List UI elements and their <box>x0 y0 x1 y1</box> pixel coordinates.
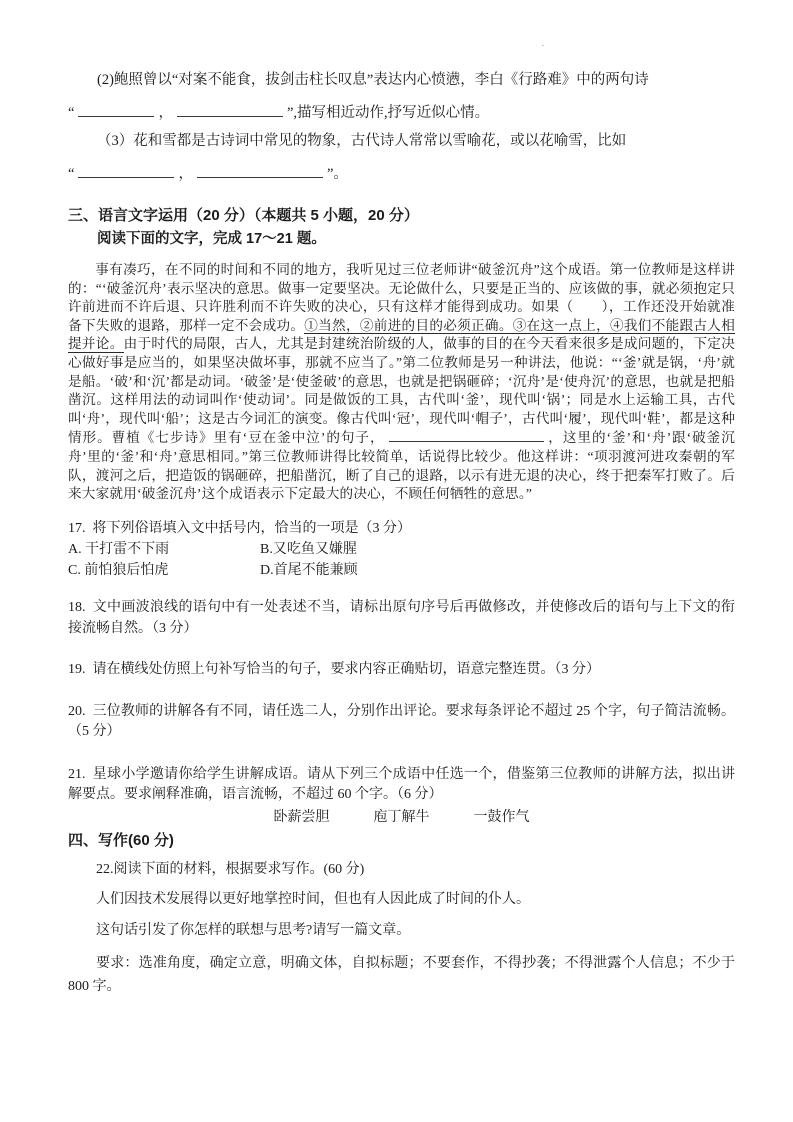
question-17-text: 将下列俗语填入文中括号内，恰当的一项是（3 分） <box>92 520 411 536</box>
option-c: C. 前怕狼后怕虎 <box>68 562 169 578</box>
corner-dot: · <box>541 40 545 52</box>
question-21 <box>68 765 735 806</box>
question-19 <box>68 660 735 681</box>
question-19-text: 请在横线处仿照上句补写恰当的句子，要求内容正确贴切，语意完整连贯。（3 分） <box>92 662 600 678</box>
idiom-2: 庖丁解牛 <box>373 809 430 825</box>
reading-passage <box>68 261 735 504</box>
essay-material: 人们因技术发展得以更好地掌控时间，但也有人因此成了时间的仆人。 <box>96 891 530 907</box>
answer-blank-3 <box>78 164 174 178</box>
question-18-number: 18. <box>68 600 86 616</box>
open-quote: “ <box>68 166 75 182</box>
fill-item-2-blanks <box>68 101 735 122</box>
open-quote: “ <box>68 105 75 121</box>
blank-comma: ， <box>178 166 193 182</box>
idiom-choices <box>68 807 735 828</box>
idiom-3: 一鼓作气 <box>473 809 530 825</box>
passage-seg-3: ，这里的‘釜’和‘舟’跟‘破釜沉舟’里的‘釜’和‘舟’意思相同。”第三位教师讲得比较简单，话说得比较少。他这样讲：“项羽渡河进攻秦朝的军队，渡河之后，把造饭的锅砸碎，把船凿沉，断了自己的退路，以示有进无退的决心，终于把秦军打败了。后来大家就用‘破釜沉舟’这个成语表示下定最大的决心，不顾任何牺牲的意思。” <box>68 430 735 502</box>
section-3-heading: 三、语言文字运用（20 分）（本题共 5 小题，20 分） <box>68 207 419 224</box>
question-17-options <box>68 540 735 581</box>
option-b: B.又吃鱼又嫌腥 <box>260 542 357 558</box>
question-19-number: 19. <box>68 662 86 678</box>
question-20-number: 20. <box>68 703 86 719</box>
option-d: D.首尾不能兼顾 <box>260 562 358 578</box>
question-20 <box>68 702 735 743</box>
essay-prompt: 这句话引发了你怎样的联想与思考?请写一篇文章。 <box>96 922 411 938</box>
passage-seg-1: 事有凑巧，在不同的时间和不同的地方，我听见过三位老师讲“破釜沉舟”这个成语。第一位教师是这样讲的：“‘破釜沉舟’表示坚决的意思。做事一定要坚决。无论做什么，只要是正当的、应该做的事，就必须抱定只许前进而不许后退、只许胜利而不许失败的决心，只有这样才能得到成功。如果（ ），工作还没开始就准备下失败的退路，那样一定不会成功。 <box>68 262 735 333</box>
question-21-text: 星球小学邀请你给学生讲解成语。请从下列三个成语中任选一个，借鉴第三位教师的讲解方法，拟出讲解要点。要求阐释准确，语言流畅，不超过 60 个字。（6 分） <box>68 766 735 803</box>
question-18 <box>68 598 735 639</box>
question-20-text: 三位教师的讲解各有不同，请任选二人，分别作出评论。要求每条评论不超过 25 个字，句子简洁流畅。（5 分） <box>68 703 735 740</box>
fill-item-3-tail: ”。 <box>326 166 348 182</box>
passage-underlined-sentences: ①当然，②前进的目的必须正确。③在这一点上，④我们不能跟古人相提并论。 <box>68 317 735 352</box>
reading-instruction: 阅读下面的文字，完成 17～21 题。 <box>97 231 326 247</box>
question-22-intro: 22.阅读下面的材料，根据要求写作。(60 分) <box>96 861 365 877</box>
question-21-number: 21. <box>68 766 86 782</box>
essay-requirements: 要求：选准角度，确定立意，明确文体，自拟标题；不要套作，不得抄袭；不得泄露个人信息；不少于 800 字。 <box>68 955 735 994</box>
idiom-1: 卧薪尝胆 <box>273 809 330 825</box>
fill-item-3-text: （3）花和雪都是古诗词中常见的物象，古代诗人常常以雪喻花，或以花喻雪，比如 <box>97 133 627 149</box>
question-17-number: 17. <box>68 520 86 536</box>
section-4-heading: 四、写作(60 分) <box>68 831 174 849</box>
blank-comma: ， <box>158 105 173 121</box>
answer-blank-4 <box>197 164 323 178</box>
question-17 <box>68 519 735 540</box>
answer-blank-2 <box>177 103 283 117</box>
fill-item-3-blanks <box>68 162 735 183</box>
question-18-text: 文中画波浪线的语句中有一处表述不当，请标出原句序号后再做修改，并使修改后的语句与上下文的衔接流畅自然。（3 分） <box>68 600 735 636</box>
passage-answer-blank <box>389 428 544 442</box>
fill-item-2-text: (2)鲍照曾以“对案不能食，拔剑击柱长叹息”表达内心愤懑，李白《行路难》中的两句诗 <box>97 72 649 88</box>
answer-blank-1 <box>78 103 154 117</box>
fill-item-2-tail: ”,描写相近动作,抒写近似心情。 <box>286 105 490 121</box>
option-a: A. 干打雷不下雨 <box>68 542 170 558</box>
passage-seg-2: 由于时代的局限，古人，尤其是封建统治阶级的人，做事的目的在今天看来很多是成问题的，下定决心做好事是应当的，如果坚决做坏事，那就不应当了。”第二位教师是另一种讲法，他说：“‘釜’就是锅，‘舟’就是船。‘破’和‘沉’都是动词。‘破釜’是‘使釜破’的意思，也就是把锅砸碎；‘沉舟’是‘使舟沉’的意思，也就是把船凿沉。这样用法的动词叫作‘使动词’。同是做饭的工具，古代叫‘釜’，现代叫‘锅’；同是水上运输工具，古代叫‘舟’，现代叫‘船’；这是古今词汇的演变。像古代叫‘冠’，现代叫‘帽子’，古代叫‘履’，现代叫‘鞋’，都是这种情形。曹植《七步诗》里有‘豆在釜中泣’的句子， <box>68 336 735 446</box>
